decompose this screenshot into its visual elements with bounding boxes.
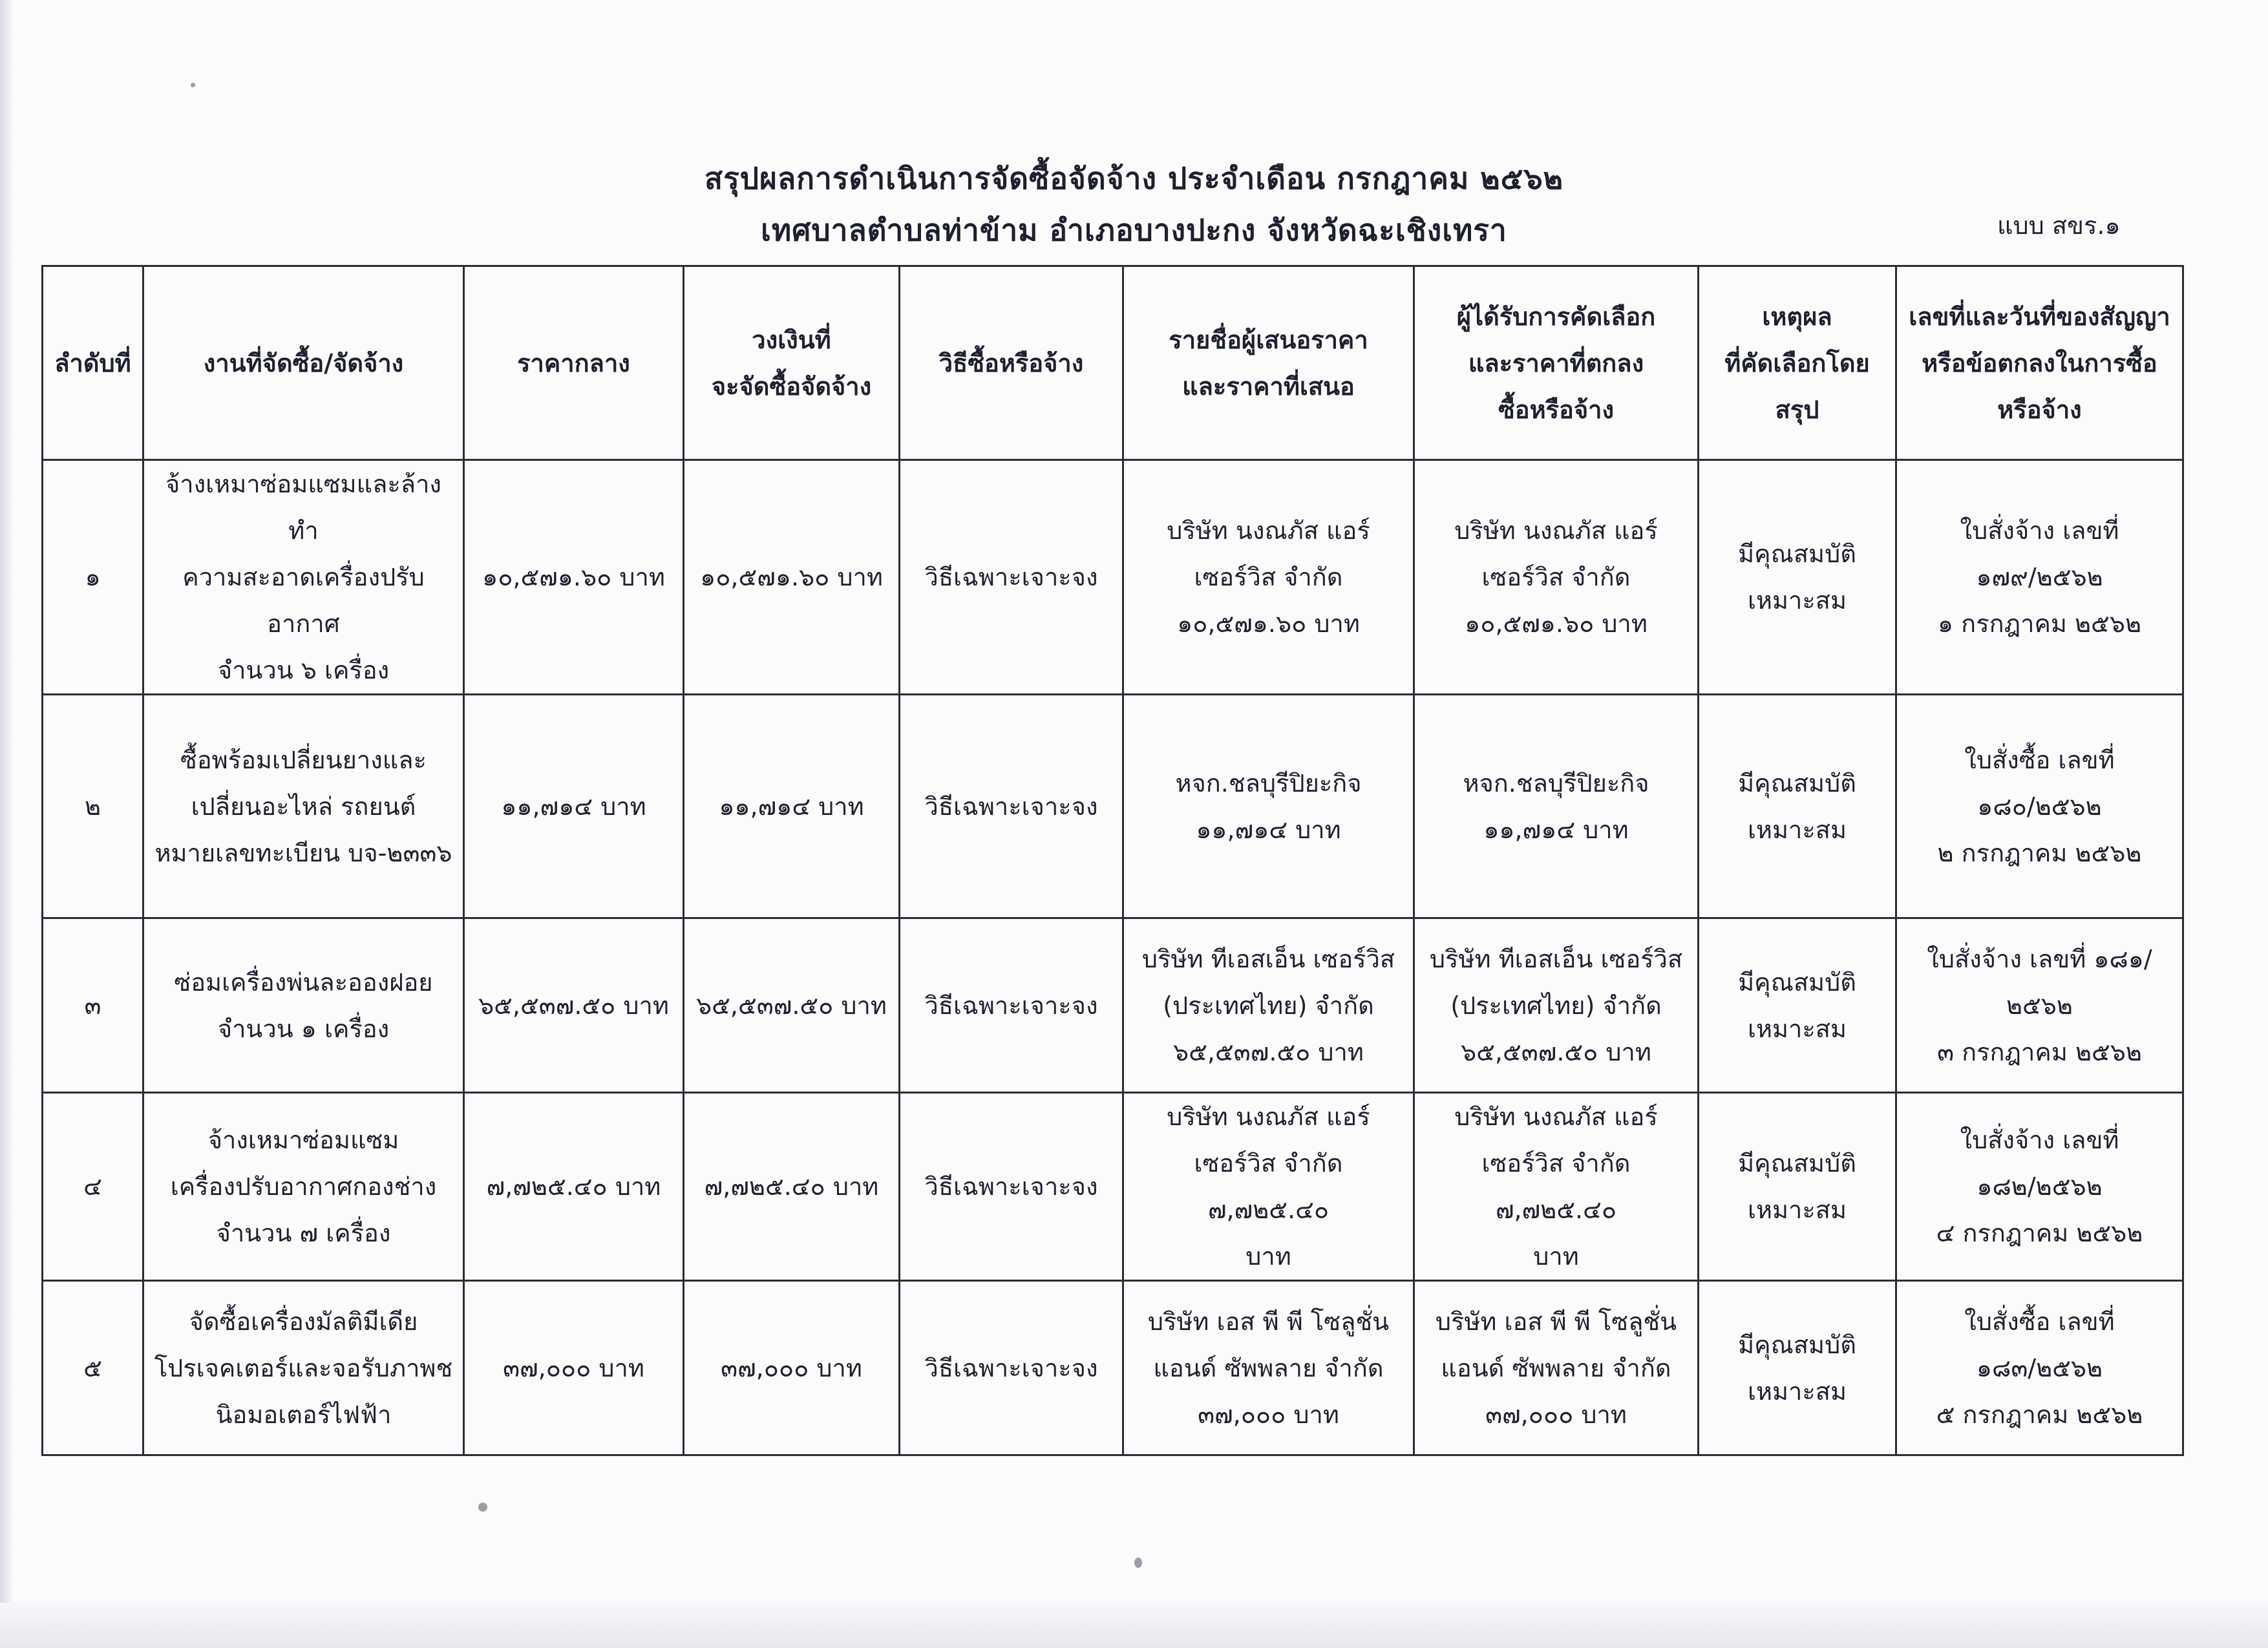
header-work: งานที่จัดซื้อ/จัดจ้าง <box>143 266 464 460</box>
table-row <box>43 695 2183 918</box>
cell-work: ซื้อพร้อมเปลี่ยนยางและ เปลี่ยนอะไหล่ รถยนต์ หมายเลขทะเบียน บจ-๒๓๓๖ <box>143 695 464 918</box>
cell-contract: ใบสั่งจ้าง เลขที่ ๑๗๙/๒๕๖๒ ๑ กรกฎาคม ๒๕๖๒ <box>1896 460 2183 695</box>
cell-work: ซ่อมเครื่องพ่นละอองฝอย จำนวน ๑ เครื่อง <box>143 918 464 1093</box>
header-contract: เลขที่และวันที่ของสัญญา หรือข้อตกลงในการซื้อ หรือจ้าง <box>1896 266 2183 460</box>
cell-bidders: บริษัท เอส พี พี โซลูชั่น แอนด์ ซัพพลาย จำกัด ๓๗,๐๐๐ บาท <box>1123 1281 1414 1455</box>
cell-contract: ใบสั่งจ้าง เลขที่ ๑๘๒/๒๕๖๒ ๔ กรกฎาคม ๒๕๖๒ <box>1896 1093 2183 1281</box>
cell-budget: ๑๐,๕๗๑.๖๐ บาท <box>684 460 900 695</box>
cell-no: ๑ <box>43 460 143 695</box>
cell-selected: บริษัท นงณภัส แอร์ เซอร์วิส จำกัด ๑๐,๕๗๑.๖๐ บาท <box>1414 460 1699 695</box>
document-title: สรุปผลการดำเนินการจัดซื้อจัดจ้าง ประจำเดือน กรกฎาคม ๒๕๖๒ <box>705 161 1563 196</box>
cell-method: วิธีเฉพาะเจาะจง <box>900 695 1123 918</box>
cell-median-price: ๗,๗๒๕.๔๐ บาท <box>464 1093 684 1281</box>
cell-method: วิธีเฉพาะเจาะจง <box>900 1281 1123 1455</box>
cell-reason: มีคุณสมบัติ เหมาะสม <box>1699 1093 1896 1281</box>
cell-method: วิธีเฉพาะเจาะจง <box>900 918 1123 1093</box>
cell-contract: ใบสั่งซื้อ เลขที่ ๑๘๓/๒๕๖๒ ๕ กรกฎาคม ๒๕๖๒ <box>1896 1281 2183 1455</box>
cell-median-price: ๑๐,๕๗๑.๖๐ บาท <box>464 460 684 695</box>
cell-selected: บริษัท เอส พี พี โซลูชั่น แอนด์ ซัพพลาย จำกัด ๓๗,๐๐๐ บาท <box>1414 1281 1699 1455</box>
cell-method: วิธีเฉพาะเจาะจง <box>900 460 1123 695</box>
table-row <box>43 460 2183 695</box>
document-subtitle: เทศบาลตำบลท่าข้าม อำเภอบางปะกง จังหวัดฉะเชิงเทรา <box>761 213 1507 248</box>
cell-contract: ใบสั่งจ้าง เลขที่ ๑๘๑/ ๒๕๖๒ ๓ กรกฎาคม ๒๕๖๒ <box>1896 918 2183 1093</box>
cell-no: ๔ <box>43 1093 143 1281</box>
table-row <box>43 918 2183 1093</box>
header-method: วิธีซื้อหรือจ้าง <box>900 266 1123 460</box>
table-row <box>43 1281 2183 1455</box>
cell-median-price: ๓๗,๐๐๐ บาท <box>464 1281 684 1455</box>
cell-budget: ๓๗,๐๐๐ บาท <box>684 1281 900 1455</box>
cell-selected: บริษัท นงณภัส แอร์ เซอร์วิส จำกัด ๗,๗๒๕.๔๐ บาท <box>1414 1093 1699 1281</box>
cell-method: วิธีเฉพาะเจาะจง <box>900 1093 1123 1281</box>
header-reason: เหตุผล ที่คัดเลือกโดยสรุป <box>1699 266 1896 460</box>
cell-contract: ใบสั่งซื้อ เลขที่ ๑๘๐/๒๕๖๒ ๒ กรกฎาคม ๒๕๖๒ <box>1896 695 2183 918</box>
header-bidders: รายชื่อผู้เสนอราคา และราคาที่เสนอ <box>1123 266 1414 460</box>
table-header-row <box>43 266 2183 460</box>
procurement-table <box>41 265 2184 1456</box>
header-no: ลำดับที่ <box>43 266 143 460</box>
cell-median-price: ๑๑,๗๑๔ บาท <box>464 695 684 918</box>
cell-bidders: หจก.ชลบุรีปิยะกิจ ๑๑,๗๑๔ บาท <box>1123 695 1414 918</box>
cell-bidders: บริษัท นงณภัส แอร์ เซอร์วิส จำกัด ๑๐,๕๗๑.๖๐ บาท <box>1123 460 1414 695</box>
cell-reason: มีคุณสมบัติ เหมาะสม <box>1699 460 1896 695</box>
cell-no: ๓ <box>43 918 143 1093</box>
cell-work: จ้างเหมาซ่อมแซม เครื่องปรับอากาศกองช่าง จำนวน ๗ เครื่อง <box>143 1093 464 1281</box>
cell-budget: ๑๑,๗๑๔ บาท <box>684 695 900 918</box>
cell-median-price: ๖๕,๕๓๗.๕๐ บาท <box>464 918 684 1093</box>
cell-reason: มีคุณสมบัติ เหมาะสม <box>1699 1281 1896 1455</box>
header-budget: วงเงินที่ จะจัดซื้อจัดจ้าง <box>684 266 900 460</box>
cell-reason: มีคุณสมบัติ เหมาะสม <box>1699 695 1896 918</box>
cell-work: จัดซื้อเครื่องมัลติมีเดีย โปรเจคเตอร์และจอรับภาพช นิอมอเตอร์ไฟฟ้า <box>143 1281 464 1455</box>
header-median-price: ราคากลาง <box>464 266 684 460</box>
cell-reason: มีคุณสมบัติ เหมาะสม <box>1699 918 1896 1093</box>
table-row <box>43 1093 2183 1281</box>
cell-selected: บริษัท ทีเอสเอ็น เซอร์วิส (ประเทศไทย) จำกัด ๖๕,๕๓๗.๕๐ บาท <box>1414 918 1699 1093</box>
cell-bidders: บริษัท ทีเอสเอ็น เซอร์วิส (ประเทศไทย) จำกัด ๖๕,๕๓๗.๕๐ บาท <box>1123 918 1414 1093</box>
scan-speck <box>1134 1558 1142 1568</box>
form-code: แบบ สขร.๑ <box>1997 211 2121 240</box>
cell-budget: ๖๕,๕๓๗.๕๐ บาท <box>684 918 900 1093</box>
scan-bottom-edge <box>0 1603 2268 1648</box>
scan-speck <box>191 83 195 87</box>
cell-work: จ้างเหมาซ่อมแซมและล้างทำ ความสะอาดเครื่องปรับอากาศ จำนวน ๖ เครื่อง <box>143 460 464 695</box>
cell-no: ๒ <box>43 695 143 918</box>
scan-speck <box>478 1503 487 1512</box>
cell-bidders: บริษัท นงณภัส แอร์ เซอร์วิส จำกัด ๗,๗๒๕.๔๐ บาท <box>1123 1093 1414 1281</box>
cell-no: ๕ <box>43 1281 143 1455</box>
cell-selected: หจก.ชลบุรีปิยะกิจ ๑๑,๗๑๔ บาท <box>1414 695 1699 918</box>
header-selected: ผู้ได้รับการคัดเลือก และราคาที่ตกลง ซื้อหรือจ้าง <box>1414 266 1699 460</box>
cell-budget: ๗,๗๒๕.๔๐ บาท <box>684 1093 900 1281</box>
